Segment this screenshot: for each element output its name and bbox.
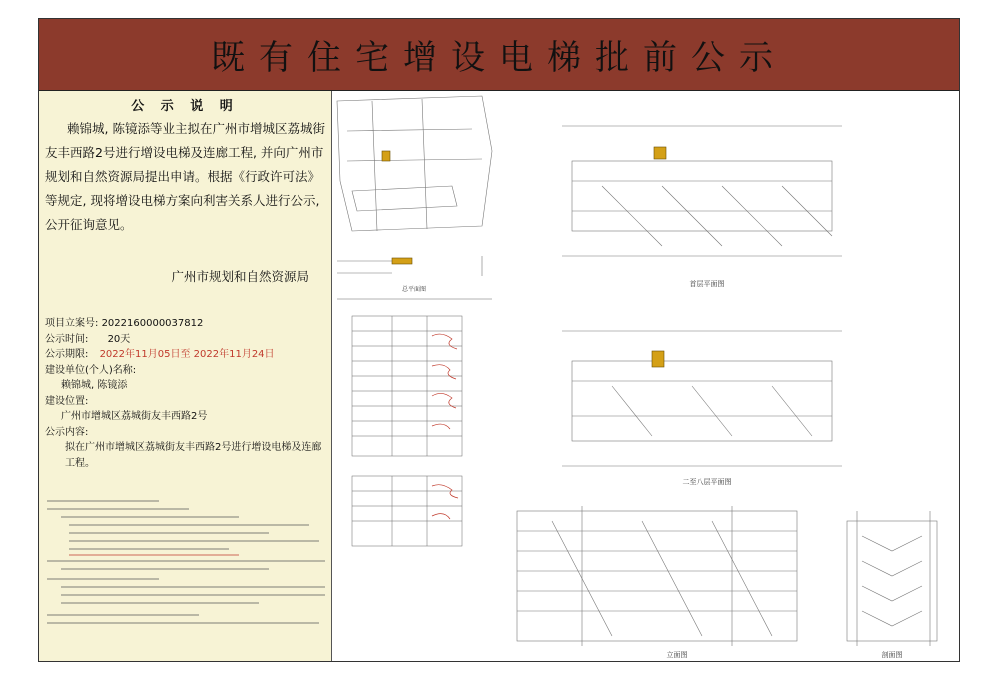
project-no: 2022160000037812 [101, 318, 204, 329]
notice-panel [39, 91, 332, 661]
standard-floor-plan [562, 331, 842, 466]
builder: 赖锦城, 陈镜添 [61, 380, 128, 391]
notice-body: 赖锦城, 陈镜添等业主拟在广州市增城区荔城街友丰西路2号进行增设电梯及连廊工程, 并向广州市规划和自然资源局提出申请。根据《行政许可法》等规定, 现将增设电梯方案向利害关系人进行公示, 公开征询意见。 [45, 121, 325, 232]
location: 广州市增城区荔城街友丰西路2号 [61, 411, 208, 422]
ground-floor-caption: 首层平面图 [689, 280, 725, 288]
location-label: 建设位置: [45, 395, 89, 407]
elevation [517, 506, 797, 646]
drawing-area [332, 91, 959, 661]
content-label: 公示内容: [45, 426, 89, 438]
title-banner [39, 19, 959, 91]
ground-floor-plan [562, 126, 842, 256]
page-title: 既有住宅增设电梯批前公示 [211, 38, 787, 78]
signatures [432, 334, 458, 519]
project-no-label: 项目立案号: [45, 318, 99, 329]
period: 2022年11月05日至 2022年11月24日 [99, 349, 275, 360]
section-caption: 剖面图 [881, 651, 903, 659]
site-plan-caption: 总平面图 [402, 286, 427, 293]
authority-name: 广州市规划和自然资源局 [171, 269, 309, 284]
content: 拟在广州市增城区荔城街友丰西路2号进行增设电梯及连廊工程。 [65, 442, 322, 469]
notice-board [38, 18, 960, 662]
builder-label: 建设单位(个人)名称: [45, 364, 137, 376]
drawings-svg [332, 91, 959, 661]
area-table [337, 299, 492, 546]
period-label: 公示期限: [45, 349, 89, 360]
section [847, 511, 937, 646]
site-plan [337, 96, 492, 276]
notes-scribble [39, 491, 332, 641]
project-info [45, 316, 329, 472]
duration-label: 公示时间: [45, 333, 89, 345]
elevation-caption: 立面图 [666, 651, 688, 659]
standard-floor-caption: 二至八层平面图 [682, 478, 732, 486]
notice-heading: 公 示 说 明 [131, 99, 239, 114]
duration: 20天 [107, 333, 131, 345]
